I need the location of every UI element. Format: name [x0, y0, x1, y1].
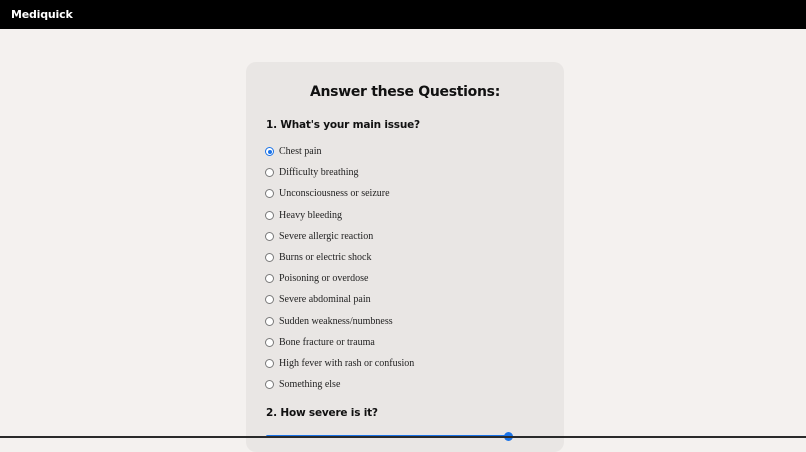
brand-logo[interactable]: Mediquick: [11, 8, 73, 21]
radio-button[interactable]: [265, 359, 274, 368]
option-label: Severe abdominal pain: [279, 294, 371, 306]
option-allergic-reaction[interactable]: [265, 226, 414, 247]
issue-options: [265, 141, 414, 395]
radio-button[interactable]: [265, 380, 274, 389]
option-label: Chest pain: [279, 146, 322, 158]
option-label: Poisoning or overdose: [279, 273, 369, 285]
option-abdominal-pain[interactable]: [265, 289, 414, 310]
option-chest-pain[interactable]: [265, 141, 414, 162]
radio-button[interactable]: [265, 317, 274, 326]
radio-button[interactable]: [265, 295, 274, 304]
option-label: Unconsciousness or seizure: [279, 188, 390, 200]
top-navbar: [0, 0, 806, 29]
radio-button[interactable]: [265, 253, 274, 262]
option-label: Heavy bleeding: [279, 209, 343, 221]
page-title: Answer these Questions:: [309, 84, 500, 100]
question-1-heading: 1. What's your main issue?: [266, 119, 420, 131]
option-poisoning[interactable]: [265, 268, 414, 289]
option-label: Something else: [279, 379, 341, 391]
option-burns-shock[interactable]: [265, 247, 414, 268]
option-label: Burns or electric shock: [279, 252, 372, 264]
option-label: Severe allergic reaction: [279, 230, 374, 242]
radio-button[interactable]: [265, 338, 274, 347]
option-label: Difficulty breathing: [279, 167, 359, 179]
radio-button[interactable]: [265, 168, 274, 177]
radio-button[interactable]: [265, 189, 274, 198]
radio-button[interactable]: [265, 232, 274, 241]
option-unconsciousness[interactable]: [265, 183, 414, 204]
option-high-fever[interactable]: [265, 353, 414, 374]
option-heavy-bleeding[interactable]: [265, 205, 414, 226]
question-2-heading: 2. How severe is it?: [266, 407, 378, 419]
questionnaire-card: [246, 62, 564, 452]
option-weakness-numbness[interactable]: [265, 311, 414, 332]
radio-button[interactable]: [265, 211, 274, 220]
radio-button[interactable]: [265, 274, 274, 283]
option-label: Sudden weakness/numbness: [279, 315, 393, 327]
option-fracture-trauma[interactable]: [265, 332, 414, 353]
option-difficulty-breathing[interactable]: [265, 162, 414, 183]
option-something-else[interactable]: [265, 374, 414, 395]
option-label: Bone fracture or trauma: [279, 336, 375, 348]
radio-button-checked[interactable]: [265, 147, 274, 156]
option-label: High fever with rash or confusion: [279, 357, 415, 369]
